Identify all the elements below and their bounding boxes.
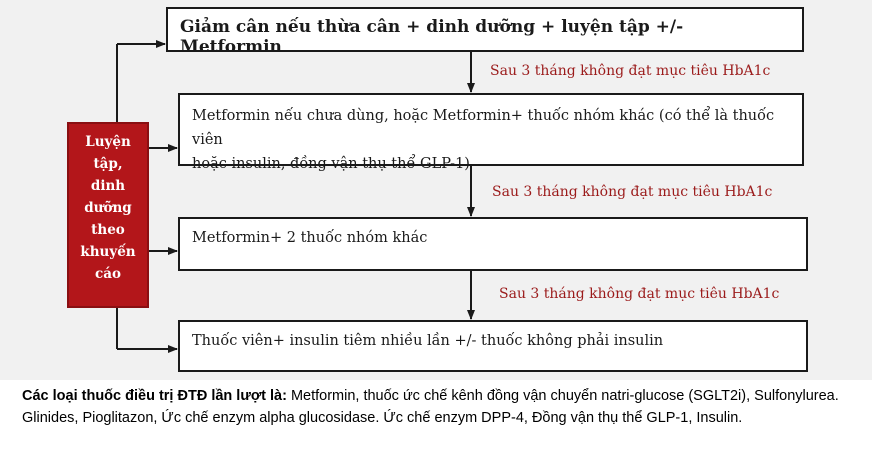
- step-3-text: Metformin+ 2 thuốc nhóm khác: [192, 230, 428, 246]
- transition-label-2: Sau 3 tháng không đạt mục tiêu HbA1c: [492, 184, 773, 200]
- sidebar-line: khuyến: [80, 244, 136, 260]
- sidebar-line: tập,: [93, 156, 123, 172]
- step-2-box: [178, 93, 804, 172]
- step-4-box: [178, 320, 808, 372]
- caption: [22, 385, 852, 429]
- sidebar-line: cáo: [95, 266, 121, 282]
- step-3-box: [178, 217, 808, 271]
- step-2-line-2: hoặc insulin, đồng vận thụ thể GLP-1): [192, 156, 470, 172]
- step-4-text: Thuốc viên+ insulin tiêm nhiều lần +/- thuốc không phải insulin: [192, 333, 664, 349]
- caption-body: Metformin, thuốc ức chế kênh đồng vận chuyển natri-glucose (SGLT2i), Sulfonylurea. Glinides, Pioglitazon, Ức chế enzym alpha glucosidase. Ức chế enzym DPP-4, Đồng vận thụ thể GLP-1, Insulin.: [22, 388, 839, 426]
- step-1-text: Giảm cân nếu thừa cân + dinh dưỡng + luyện tập +/- Metformin: [180, 17, 684, 57]
- sidebar-line: Luyện: [85, 134, 131, 150]
- caption-heading: Các loại thuốc điều trị ĐTĐ lần lượt là:: [22, 388, 287, 404]
- lifestyle-sidebar: [67, 122, 149, 308]
- sidebar-line: theo: [91, 222, 125, 238]
- transition-label-3: Sau 3 tháng không đạt mục tiêu HbA1c: [499, 286, 780, 302]
- step-2-line-1: Metformin nếu chưa dùng, hoặc Metformin+ thuốc nhóm khác (có thể là thuốc viên: [192, 108, 775, 148]
- sidebar-line: dưỡng: [84, 200, 132, 216]
- sidebar-line: dinh: [90, 178, 126, 194]
- transition-label-1: Sau 3 tháng không đạt mục tiêu HbA1c: [490, 63, 771, 79]
- step-1-box: [166, 7, 804, 57]
